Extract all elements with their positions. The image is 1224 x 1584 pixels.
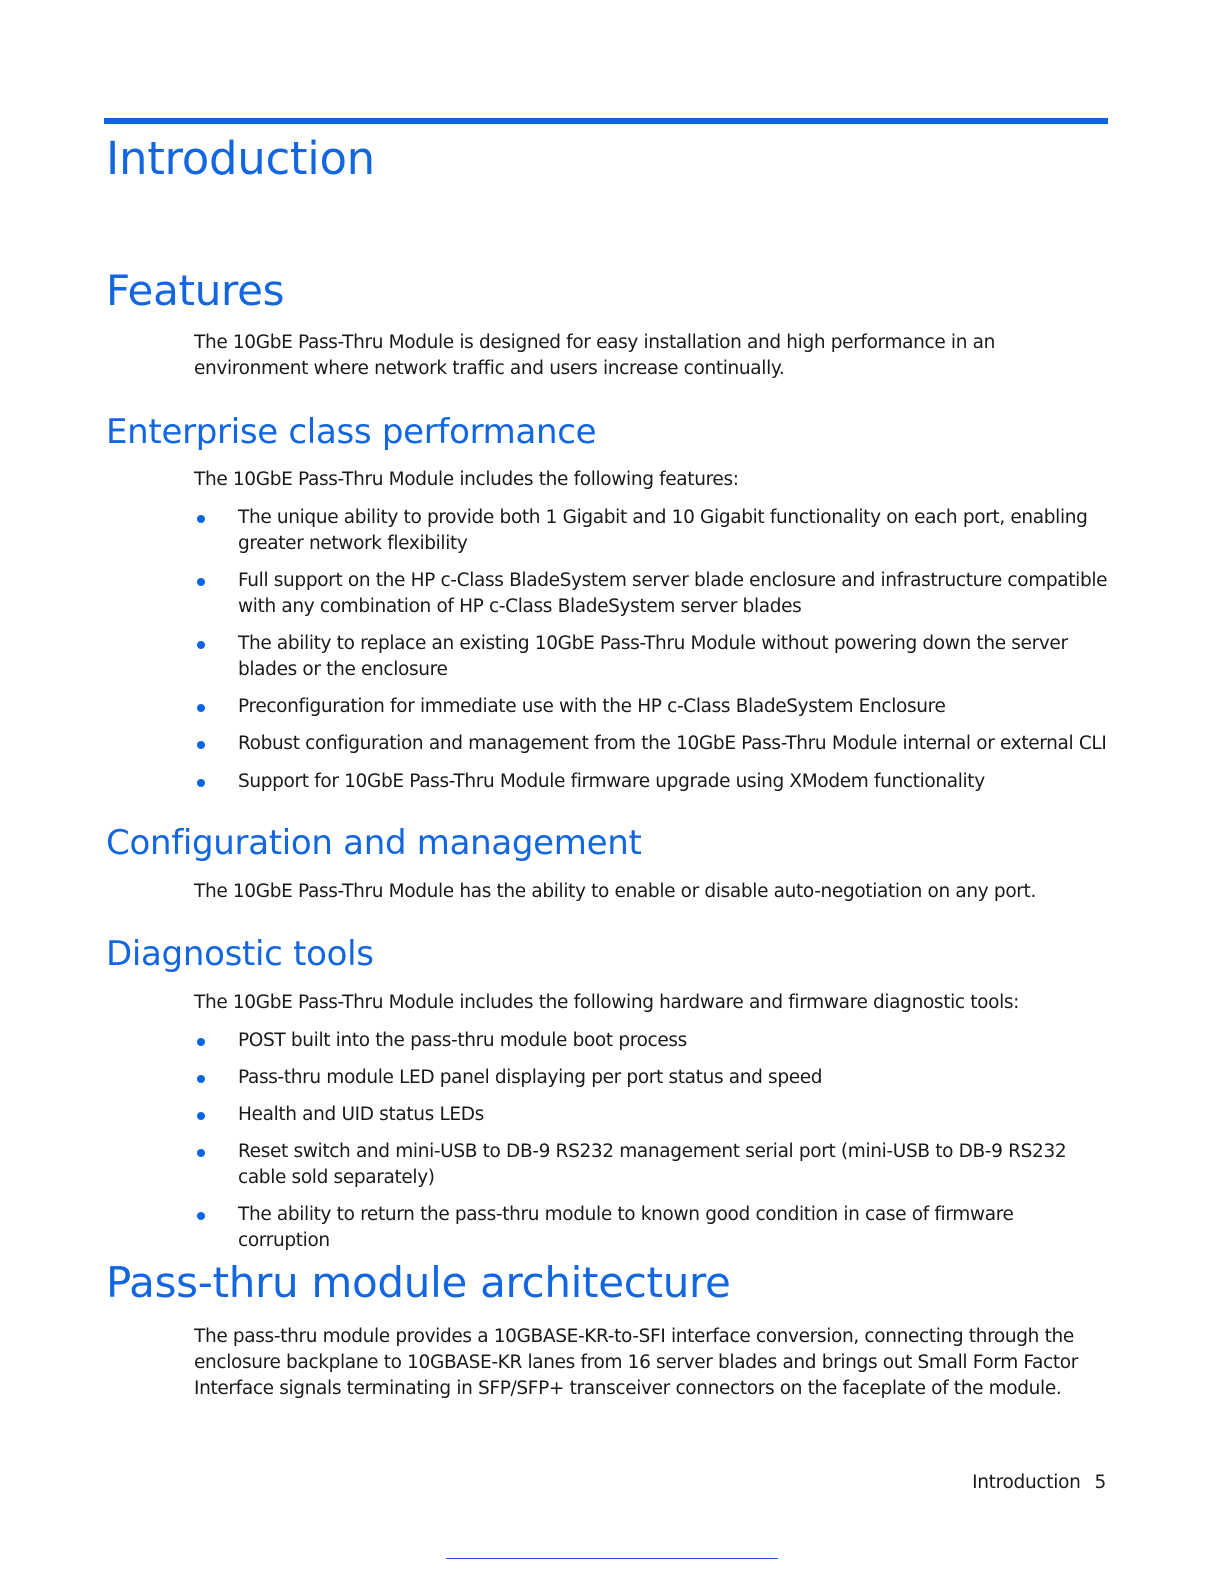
bullet-icon — [197, 1112, 205, 1120]
list-item: The ability to replace an existing 10GbE Pass-Thru Module without powering down the server blades or the enclosure — [194, 631, 1104, 683]
bullet-icon — [197, 1212, 205, 1220]
list-item: Full support on the HP c-Class BladeSystem server blade enclosure and infrastructure compatible with any combination of HP c-Class BladeSystem server blades — [194, 568, 1104, 620]
list-item: The ability to return the pass-thru module to known good condition in case of firmware corruption — [194, 1202, 1104, 1254]
list-item: POST built into the pass-thru module boot process — [194, 1028, 1104, 1054]
enterprise-heading: Enterprise class performance — [106, 412, 597, 452]
page-footer — [972, 1472, 1106, 1493]
list-item: Reset switch and mini-USB to DB-9 RS232 management serial port (mini-USB to DB-9 RS232 cable sold separately) — [194, 1139, 1104, 1191]
architecture-paragraph: The pass-thru module provides a 10GBASE-KR-to-SFI interface conversion, connecting through the enclosure backplane to 10GBASE-KR lanes from 16 server blades and brings out Small Form Factor Interface signals terminating in SFP/SFP+ transceiver connectors on the faceplate of the module. — [194, 1326, 1078, 1399]
enterprise-intro: The 10GbE Pass-Thru Module includes the following features: — [194, 469, 739, 490]
list-item: Support for 10GbE Pass-Thru Module firmware upgrade using XModem functionality — [194, 769, 1104, 795]
bullet-icon — [197, 578, 205, 586]
bullet-icon — [197, 779, 205, 787]
title-rule — [104, 118, 1108, 124]
bullet-icon — [197, 704, 205, 712]
bullet-icon — [197, 1075, 205, 1083]
list-item: Preconfiguration for immediate use with the HP c-Class BladeSystem Enclosure — [194, 694, 1104, 720]
features-paragraph: The 10GbE Pass-Thru Module is designed for easy installation and high performance in an environment where network traffic and users increase continually. — [194, 332, 995, 379]
page-title: Introduction — [106, 132, 375, 185]
bullet-icon — [197, 641, 205, 649]
page-number: 5 — [1094, 1472, 1106, 1493]
list-item: Pass-thru module LED panel displaying per port status and speed — [194, 1065, 1104, 1091]
bullet-icon — [197, 1038, 205, 1046]
bullet-icon — [197, 515, 205, 523]
diagnostic-heading: Diagnostic tools — [106, 934, 374, 974]
list-item: Robust configuration and management from the 10GbE Pass-Thru Module internal or external CLI — [194, 731, 1104, 757]
config-paragraph: The 10GbE Pass-Thru Module has the ability to enable or disable auto-negotiation on any port. — [194, 881, 1036, 902]
config-heading: Configuration and management — [106, 823, 642, 863]
bullet-icon — [197, 741, 205, 749]
architecture-heading: Pass-thru module architecture — [106, 1258, 731, 1307]
features-heading: Features — [106, 266, 285, 315]
footer-section: Introduction — [972, 1472, 1081, 1493]
diagnostic-intro: The 10GbE Pass-Thru Module includes the following hardware and firmware diagnostic tools: — [194, 992, 1020, 1013]
list-item: Health and UID status LEDs — [194, 1102, 1104, 1128]
bottom-line — [446, 1558, 778, 1559]
bullet-icon — [197, 1149, 205, 1157]
list-item: The unique ability to provide both 1 Gigabit and 10 Gigabit functionality on each port, enabling greater network flexibility — [194, 505, 1104, 557]
